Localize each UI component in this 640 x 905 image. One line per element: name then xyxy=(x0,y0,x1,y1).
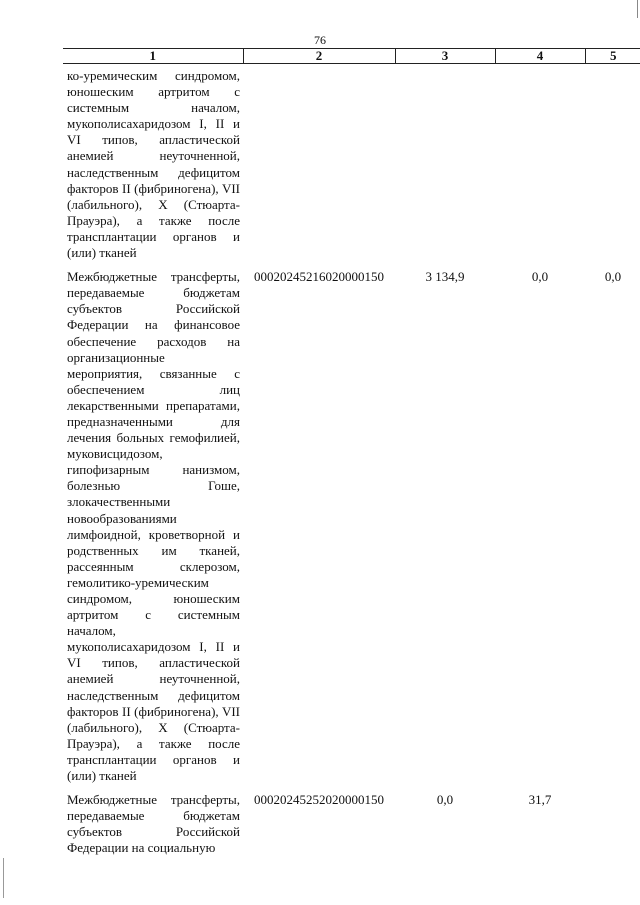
row-name-cell: ко-уремическим синдромом, юношеским артритом с системным началом, мукополисахаридозом I, II и VI типов, апластической анемией неуточненной, наследственным дефицитом факторов II (фибриногена), VII (лабильного), X (Стюарта-Прауэра), а также после трансплантации органов и (или) тканей xyxy=(67,68,240,261)
col-header-2: 2 xyxy=(243,49,395,64)
budget-table xyxy=(63,48,640,857)
row-code-cell: 00020245216020000150 xyxy=(254,269,384,285)
row-col5-cell xyxy=(585,64,640,262)
table-row xyxy=(63,64,640,262)
scan-edge-mark xyxy=(637,0,638,18)
row-col5-cell xyxy=(585,784,640,856)
row-col3-cell xyxy=(395,64,495,262)
row-col5-cell: 0,0 xyxy=(604,269,622,285)
row-code-cell: 00020245252020000150 xyxy=(254,792,384,808)
scan-left-mark xyxy=(3,858,4,898)
table-row xyxy=(63,784,640,856)
row-code-cell xyxy=(243,64,395,262)
row-name-cell: Межбюджетные трансферты, передаваемые бюджетам субъектов Российской Федерации на социальную xyxy=(67,792,240,856)
row-col3-cell: 0,0 xyxy=(436,792,454,808)
col-header-4: 4 xyxy=(495,49,585,64)
row-col4-cell: 0,0 xyxy=(531,269,549,285)
page-number: 76 xyxy=(314,33,326,47)
header-row xyxy=(63,49,640,64)
col-header-5: 5 xyxy=(585,49,640,64)
table-row xyxy=(63,261,640,784)
row-col4-cell: 31,7 xyxy=(528,792,552,808)
row-col4-cell xyxy=(495,64,585,262)
col-header-1: 1 xyxy=(63,49,243,64)
col-header-3: 3 xyxy=(395,49,495,64)
row-name-cell: Межбюджетные трансферты, передаваемые бюджетам субъектов Российской Федерации на финансовое обеспечение расходов на организационные мероприятия, связанные с обеспечением лиц лекарственными препаратами, предназначенными для лечения больных гемофилией, муковисцидозом, гипофизарным нанизмом, болезнью Гоше, злокачественными новообразованиями лимфоидной, кроветворной и родственных им тканей, рассеянным склерозом, гемолитико-уремическим синдромом, юношеским артритом с системным началом, мукополисахаридозом I, II и VI типов, апластической анемией неуточненной, наследственным дефицитом факторов II (фибриногена), VII (лабильного), X (Стюарта-Прауэра), а также после трансплантации органов и (или) тканей xyxy=(67,269,240,784)
row-col3-cell: 3 134,9 xyxy=(425,269,465,285)
